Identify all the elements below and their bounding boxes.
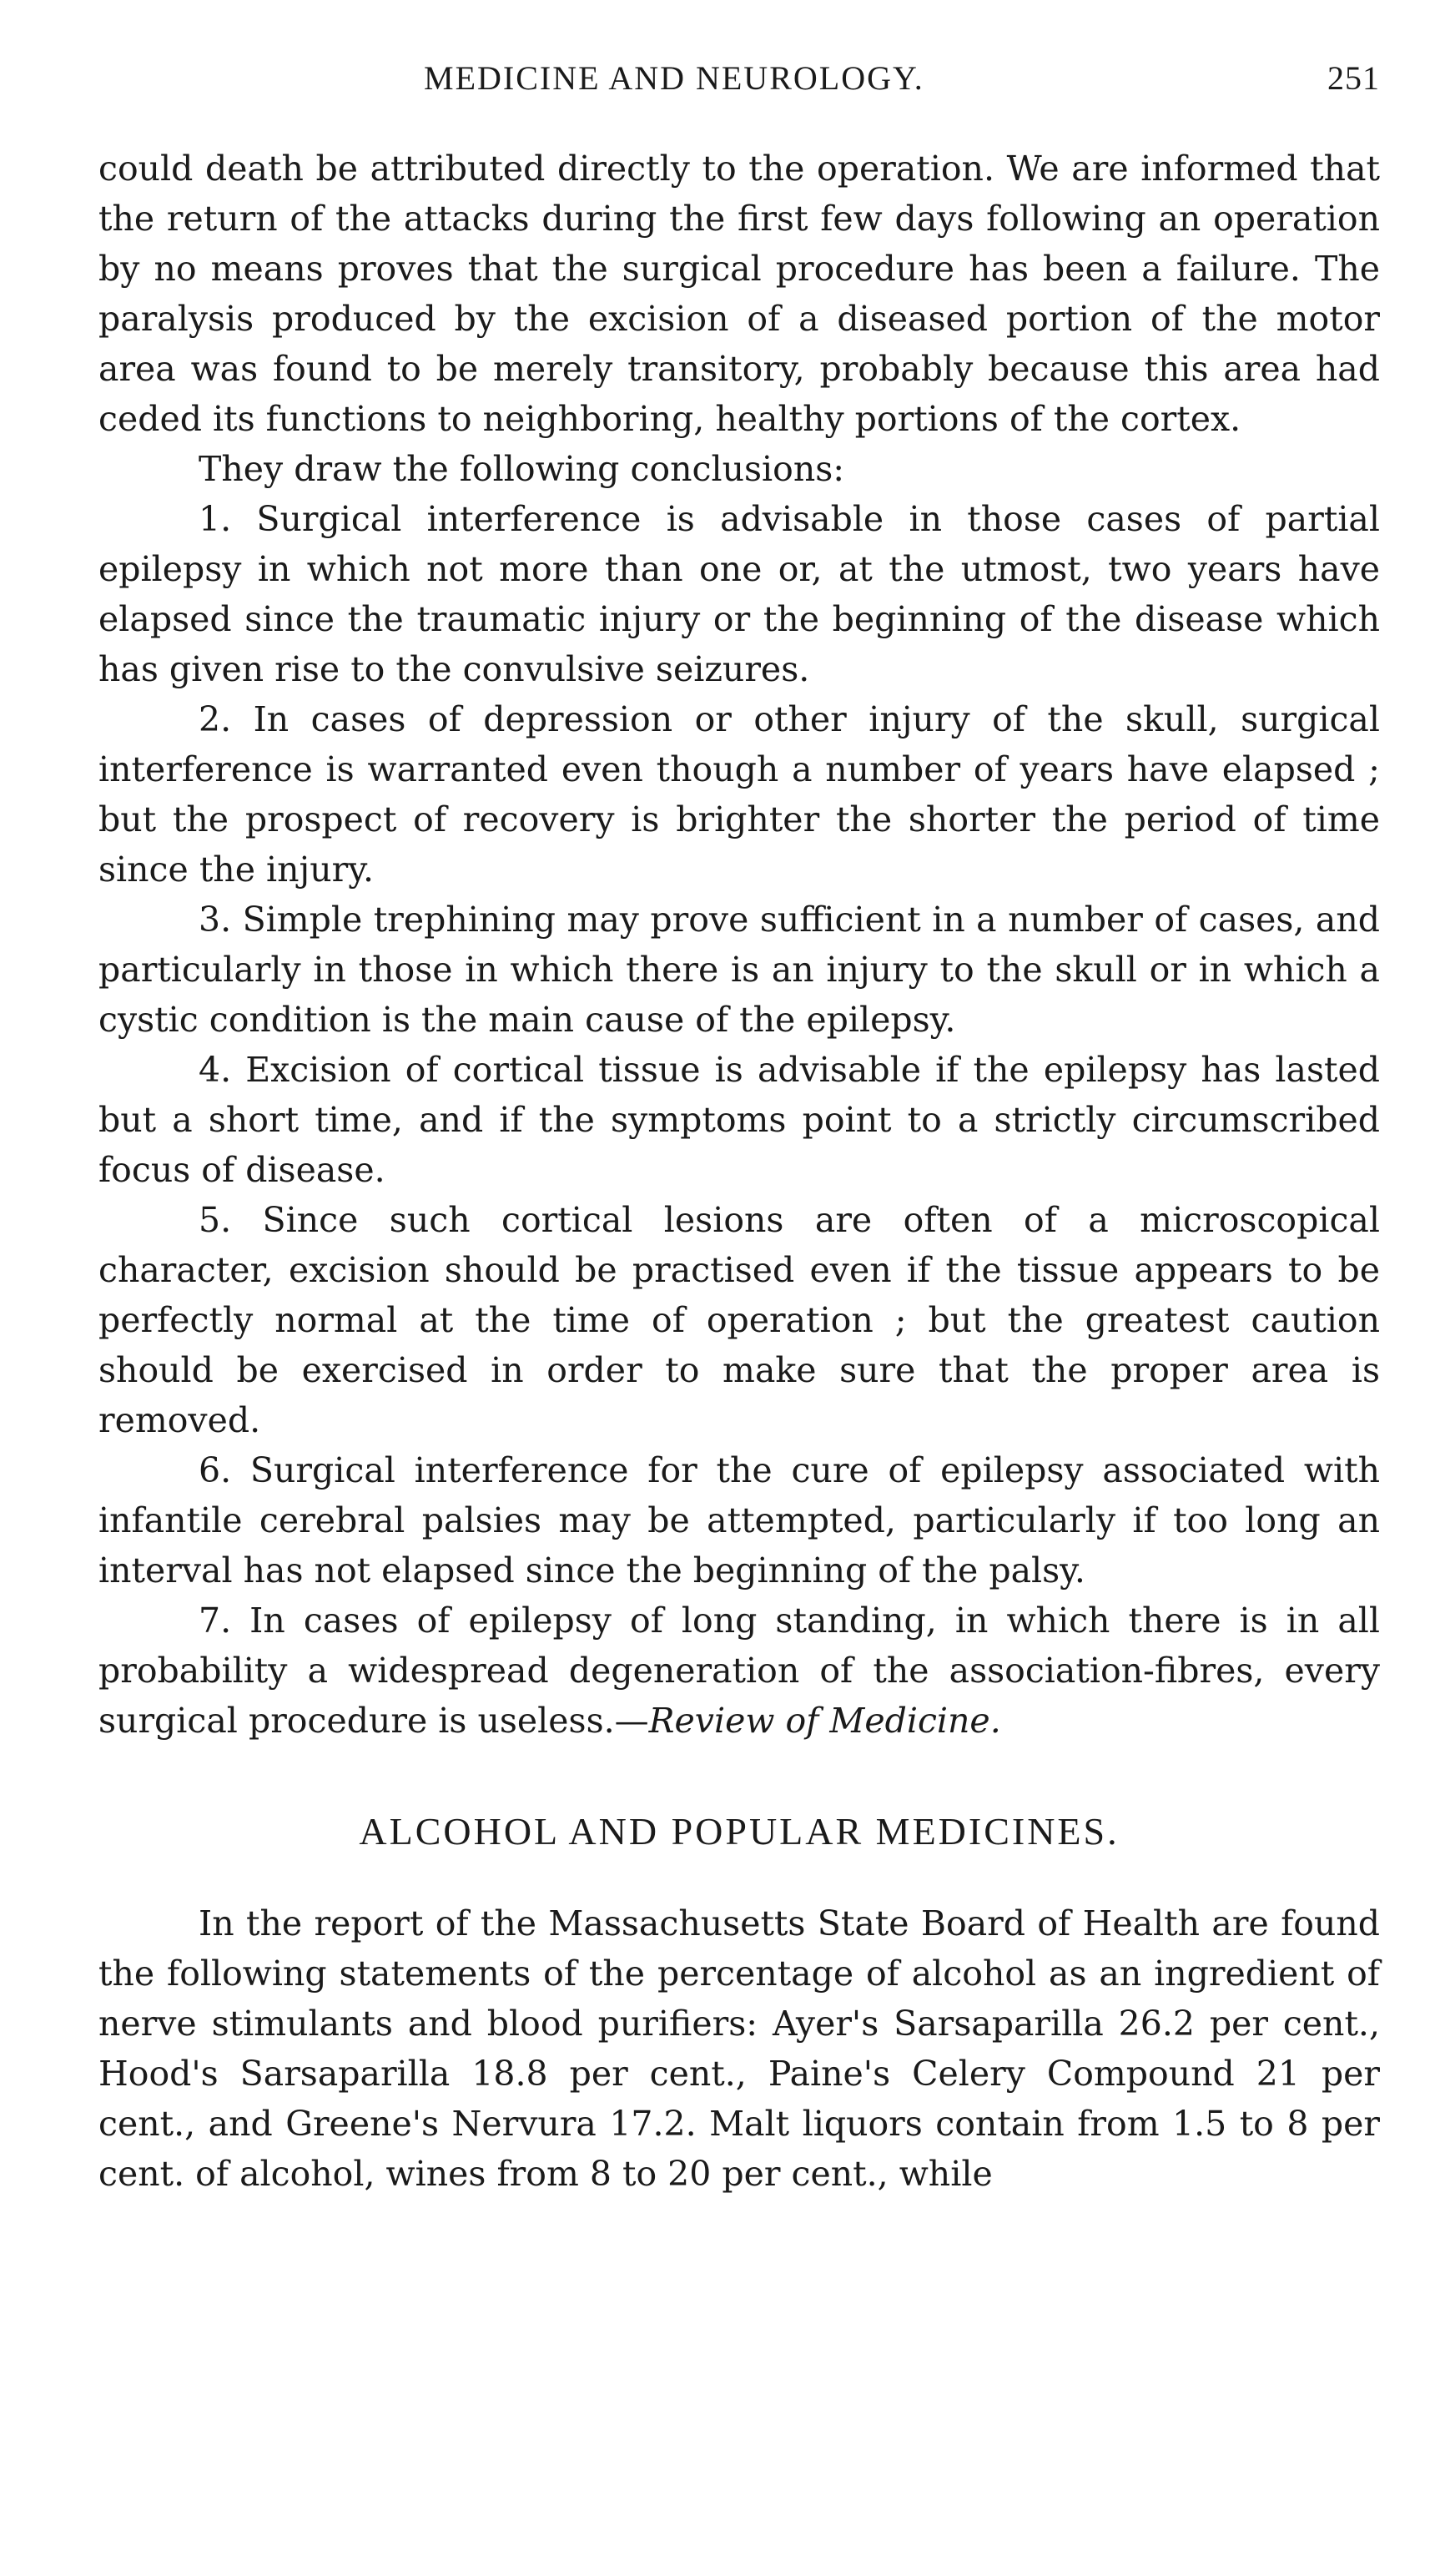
conclusion-3: 3. Simple trephining may prove sufficient in a number of cases, and particularly in those in which there is an injury to the skull or in which a cystic condition is the main cause of the epilepsy. <box>98 900 1380 1040</box>
conclusion-1: 1. Surgical interference is advisable in those cases of partial epilepsy in which not more than one or, at the utmost, two years have elapsed since the traumatic injury or the beginning of the disease which has given rise to the convulsive seizures. <box>98 499 1380 689</box>
conclusion-5: 5. Since such cortical lesions are often of a microscopical character, excision should be practised even if the tissue appears to be perfectly normal at the time of operation ; but the greatest caution should be exercised in order to make sure that the proper area is removed. <box>98 1200 1380 1440</box>
conclusion-7 <box>98 1596 1380 1746</box>
book-page <box>98 58 1380 2199</box>
conclusion-6: 6. Surgical interference for the cure of epilepsy associated with infantile cerebral palsies may be attempted, particularly if too long an interval has not elapsed since the beginning of the palsy. <box>98 1450 1380 1590</box>
alcohol-paragraph: In the report of the Massachusetts State Board of Health are found the following statements of the percentage of alcohol as an ingredient of nerve stimulants and blood purifiers: Ayer's Sarsaparilla 26.2 per cent., Hood's Sarsaparilla 18.8 per cent., Paine's Celery Compound 21 per cent., and Greene's Nervura 17.2. Malt liquors contain from 1.5 to 8 per cent. of alcohol, wines from 8 to 20 per cent., while <box>98 1903 1380 2194</box>
page-number: 251 <box>1327 59 1380 97</box>
section-heading: ALCOHOL AND POPULAR MEDICINES. <box>359 1810 1120 1853</box>
continuation-paragraph: could death be attributed directly to the operation. We are informed that the return of the attacks during the first few days following an operation by no means proves that the surgical procedure has been a failure. The paralysis produced by the excision of a diseased portion of the motor area was found to be merely transitory, probably because this area had ceded its functions to neighboring, healthy portions of the cortex. <box>98 149 1380 439</box>
conclusion-7-text: 7. In cases of epilepsy of long standing, in which there is in all probability a widespread degeneration of the association-fibres, every surgical procedure is useless.— <box>98 1601 1380 1741</box>
conclusions-intro: They draw the following conclusions: <box>199 449 845 489</box>
source-citation: Review of Medicine. <box>648 1701 1001 1741</box>
conclusion-4: 4. Excision of cortical tissue is advisable if the epilepsy has lasted but a short time, and if the symptoms point to a strictly circumscribed focus of disease. <box>98 1050 1380 1190</box>
running-title: MEDICINE AND NEUROLOGY. <box>424 59 924 97</box>
conclusion-2: 2. In cases of depression or other injury of the skull, surgical interference is warranted even though a number of years have elapsed ; but the prospect of recovery is brighter the shorter the period of time since the injury. <box>98 699 1380 890</box>
running-head <box>98 58 1380 117</box>
